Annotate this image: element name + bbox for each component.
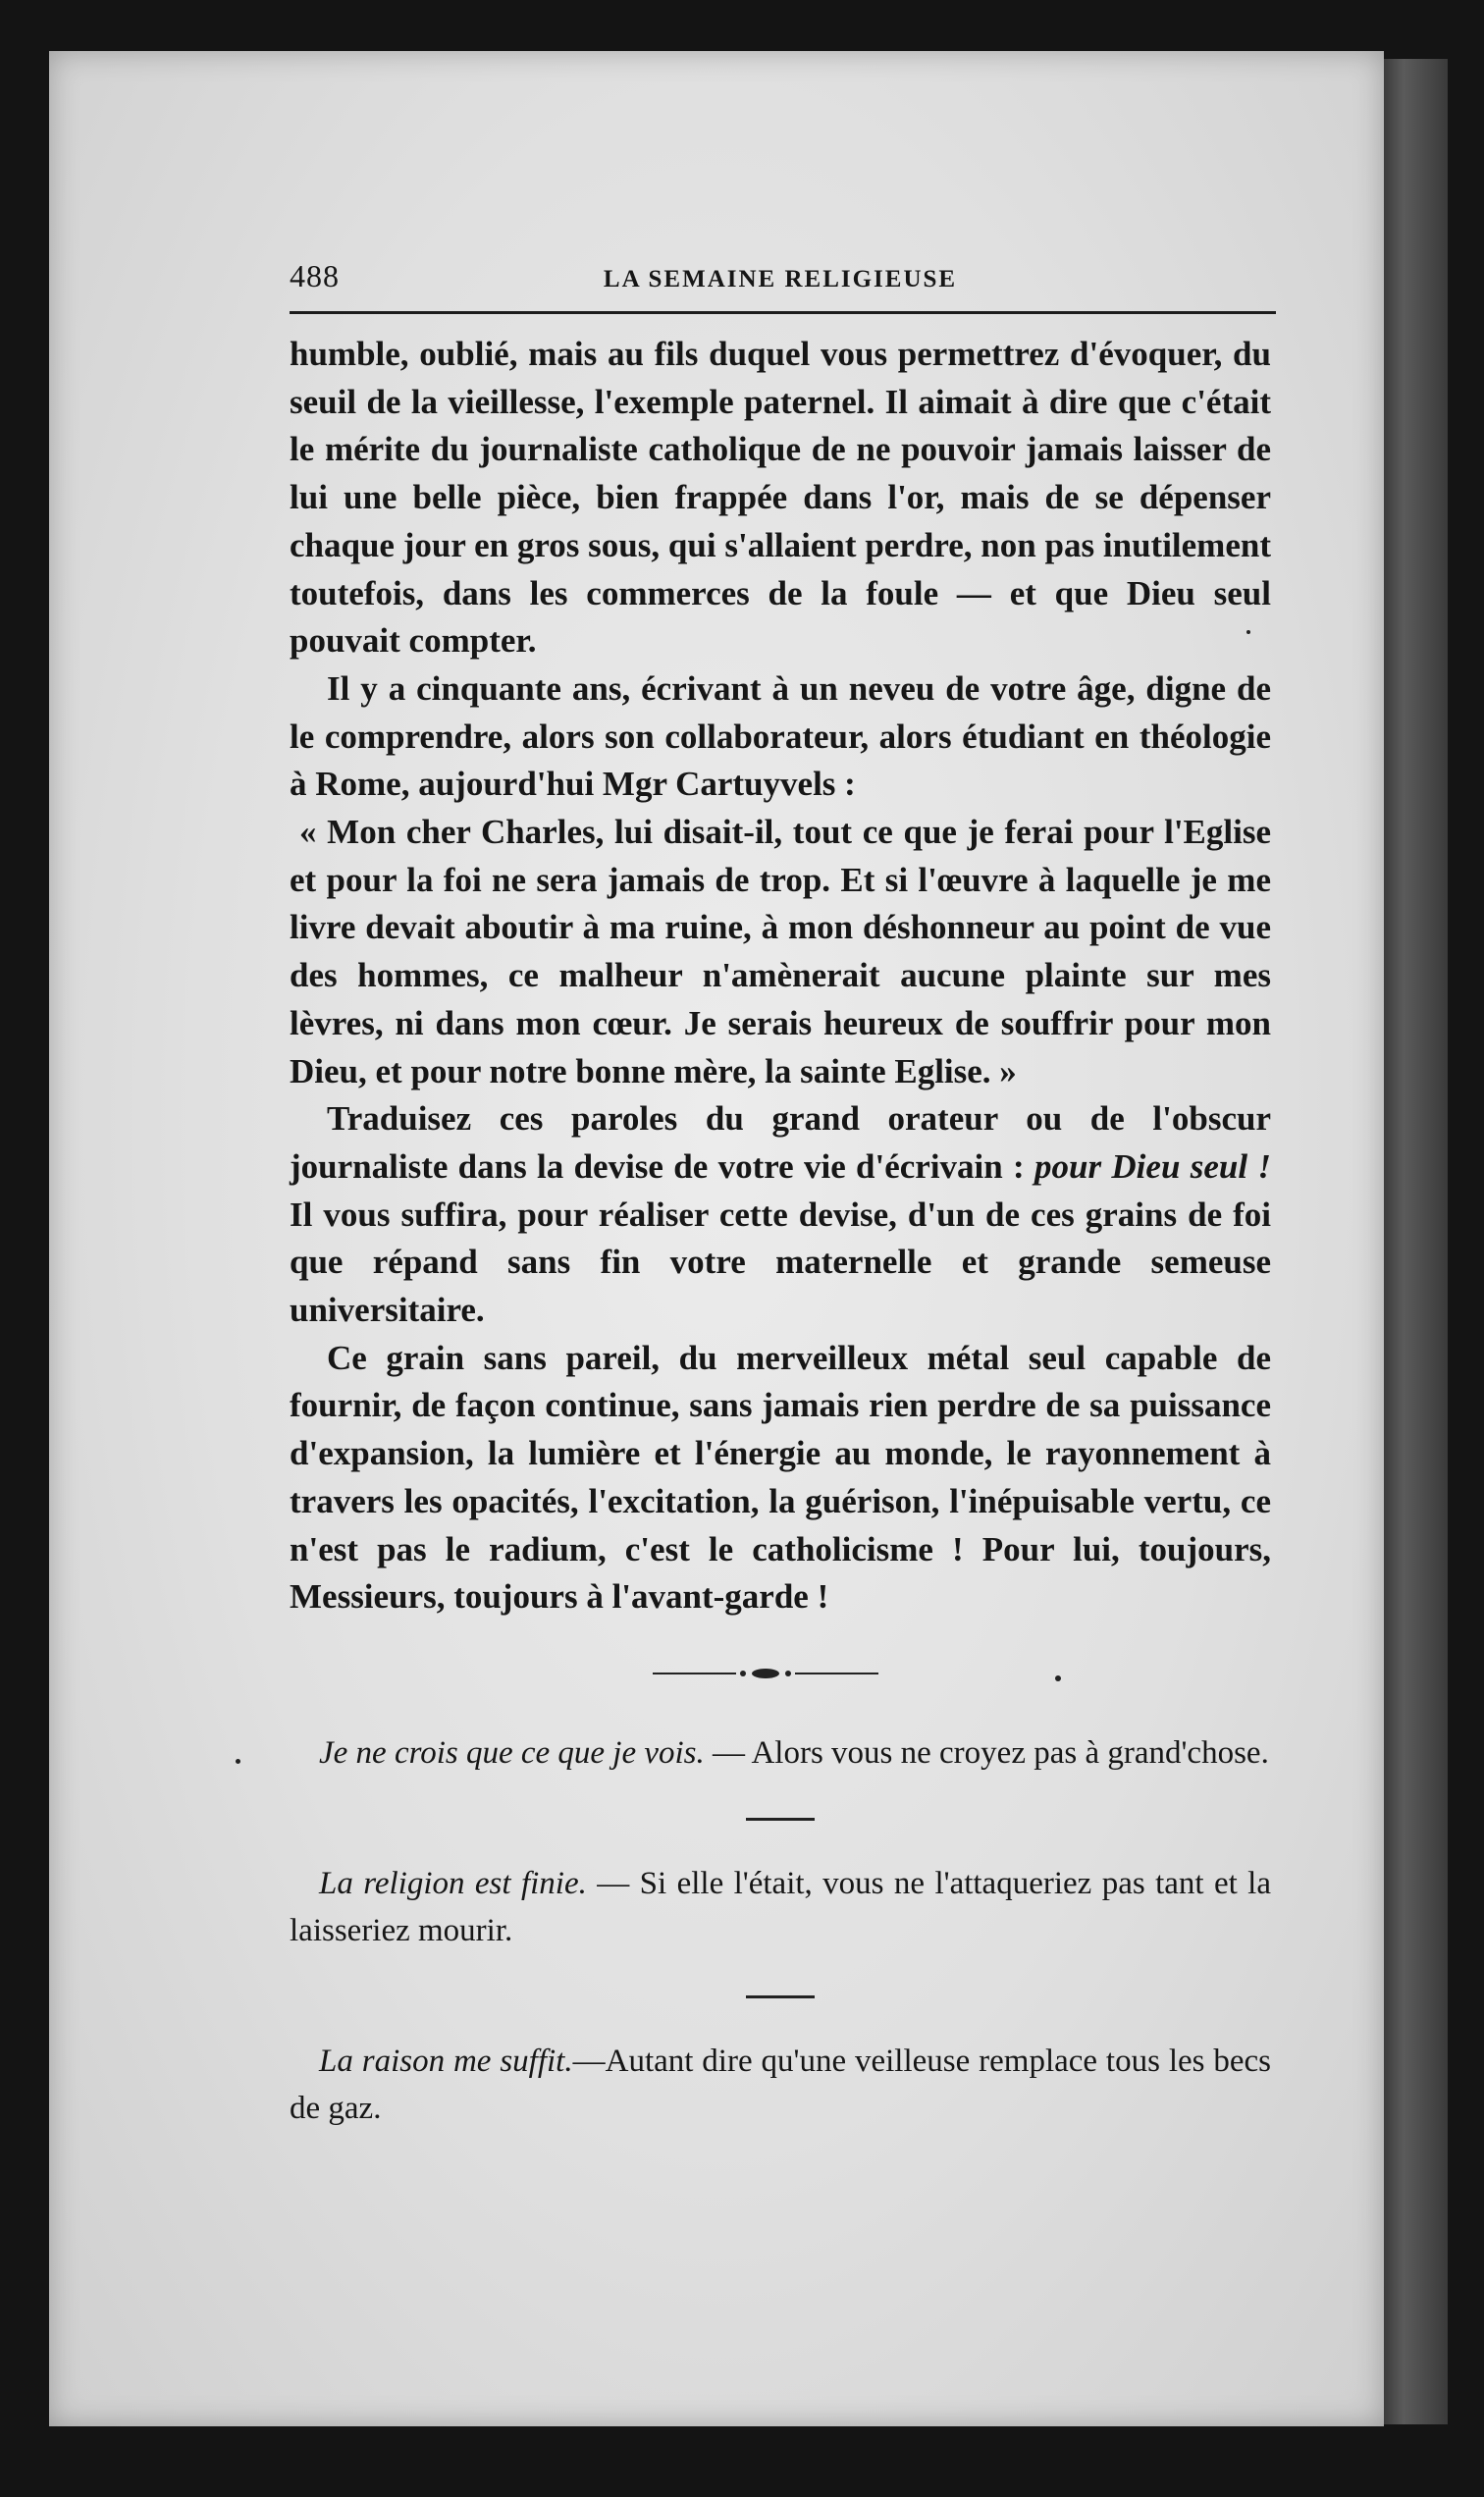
- running-head: [290, 250, 1271, 309]
- ink-speck: [236, 1759, 240, 1764]
- paragraph-continuation: humble, oublié, mais au fils duquel vous permettrez d'évoquer, du seuil de la vieillesse, l'exemple paternel. Il aimait à dire que c'était le mérite du journaliste catholique de ne pouvoir jamais laisser de lui une belle pièce, bien frappée dans l'or, mais de se dépenser chaque jour en gros sous, qui s'allaient perdre, non pas inutilement toutefois, dans les commerces de la foule — et que Dieu seul pouvait compter.: [290, 335, 1271, 661]
- paragraph: Il y a cinquante ans, écrivant à un neveu de votre âge, digne de le comprendre, alors son collaborateur, alors étudiant en théologie à Rome, aujourd'hui Mgr Cartuyvels :: [290, 668, 1271, 804]
- ornament-rule-icon: [653, 1659, 878, 1688]
- header-rule: [290, 311, 1276, 314]
- maxim-claim: Je ne crois que ce que je vois.: [319, 1734, 705, 1771]
- maxim-claim: La raison me suffit.: [319, 2043, 573, 2079]
- maxim-reply: — Alors vous ne croyez pas à grand'chose.: [704, 1734, 1269, 1771]
- maxim: [290, 1860, 1271, 1954]
- maxim: [290, 1729, 1271, 1777]
- separator-rule: [746, 1818, 815, 1821]
- paragraph: Ce grain sans pareil, du merveilleux métal seul capable de fournir, de façon continue, sans jamais rien perdre de sa puissance d'expansion, la lumière et l'énergie au monde, le rayonnement à travers les opacités, l'excitation, la guérison, l'inépuisable vertu, ce n'est pas le radium, c'est le catholicisme ! Pour lui, toujours, Messieurs, toujours à l'avant-garde !: [290, 1338, 1271, 1617]
- paragraph-text: Il vous suffira, pour réaliser cette devise, d'un de ces grains de foi que répand sans fin votre maternelle et grande semeuse universitaire.: [290, 1195, 1271, 1330]
- section-ornament: [290, 1649, 1271, 1698]
- paragraph: [290, 1095, 1271, 1335]
- maxim-reply: —Autant dire qu'une veilleuse remplace tous les becs de gaz.: [290, 2043, 1271, 2126]
- maxim-reply: — Si elle l'était, vous ne l'attaqueriez pas tant et la laisseriez mourir.: [290, 1865, 1271, 1948]
- quotation-paragraph: « Mon cher Charles, lui disait-il, tout ce que je ferai pour l'Eglise et pour la foi ne sera jamais de trop. Et si l'œuvre à laquelle je me livre devait aboutir à ma ruine, à mon déshonneur au point de vue des hommes, ce malheur n'amènerait aucune plainte sur mes lèvres, ni dans mon cœur. Je serais heureux de souffrir pour mon Dieu, et pour notre bonne mère, la sainte Eglise. »: [290, 813, 1271, 1090]
- running-title: LA SEMAINE RELIGIEUSE: [603, 266, 958, 292]
- body-text: [290, 331, 1271, 1621]
- page-number: 488: [290, 258, 340, 293]
- separator-rule: [746, 1995, 815, 1998]
- maxim: [290, 2038, 1271, 2132]
- motto-italic: pour Dieu seul !: [1034, 1146, 1271, 1186]
- page-content: [290, 250, 1271, 2132]
- maxims: [290, 1729, 1271, 2132]
- paragraph-text: Traduisez ces paroles du grand orateur ou de l'obscur journaliste dans la devise de votre vie d'écrivain :: [290, 1099, 1271, 1186]
- maxim-claim: La religion est finie.: [319, 1865, 587, 1901]
- next-page-edge: [1374, 59, 1448, 2424]
